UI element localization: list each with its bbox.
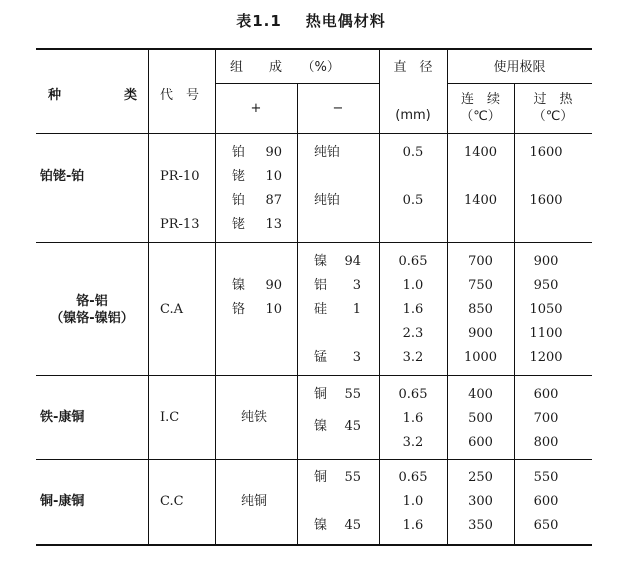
minus-text: 纯铂 [314,193,341,208]
minus-value: 1 [352,302,361,317]
minus-value: 45 [344,518,361,533]
overheat-value: 1200 [529,350,563,365]
diameter-value: 0.65 [398,470,428,485]
continuous-value: 600 [468,435,493,450]
minus-element: 镍 [314,254,328,269]
plus-text: 纯铁 [241,410,268,425]
diameter-value: 0.65 [398,387,428,402]
kind-cu-constantan: 铜-康铜 [40,494,85,509]
plus-text: 纯铜 [241,494,268,509]
minus-text: 纯铂 [314,145,341,160]
diameter-value: 1.6 [402,518,424,533]
group-rule-3 [36,459,592,460]
minus-element: 铜 [314,387,328,402]
plus-element: 铂 [232,145,246,160]
header-kind-a: 种 [48,88,62,103]
plus-value: 90 [265,145,282,160]
header-kind-b: 类 [124,88,138,103]
header-overheat: 过 热 [533,92,573,107]
continuous-value: 750 [468,278,493,293]
header-code: 代 号 [160,88,200,103]
plus-value: 87 [265,193,282,208]
overheat-value: 600 [533,494,559,509]
minus-element: 镍 [314,518,328,533]
diameter-value: 1.6 [402,302,424,317]
minus-element: 锰 [314,350,328,365]
overheat-value: 1100 [529,326,563,341]
header-continuous-unit: （℃） [460,109,501,124]
plus-value: 90 [265,278,282,293]
continuous-value: 500 [468,411,493,426]
plus-element: 铬 [232,302,246,317]
header-composition: 组 成 （%） [230,60,340,75]
kind-pt-rh: 铂铑-铂 [40,169,85,184]
header-overheat-unit: （℃） [532,109,574,124]
overheat-value: 1600 [529,145,563,160]
minus-value: 55 [344,387,361,402]
diameter-value: 1.0 [402,278,424,293]
minus-element: 镍 [314,419,328,434]
continuous-value: 700 [468,254,493,269]
continuous-value: 900 [468,326,493,341]
minus-element: 硅 [314,302,328,317]
continuous-value: 1000 [463,350,498,365]
overheat-value: 600 [533,387,559,402]
minus-value: 3 [352,350,361,365]
code-ic: I.C [160,410,180,425]
minus-element: 铝 [314,278,328,293]
header-continuous: 连 续 [460,92,500,107]
continuous-value: 1400 [463,145,498,160]
kind-cr-al: 铬-铝 [76,294,108,309]
code-cc: C.C [160,494,184,509]
code-pr10: PR-10 [160,169,200,184]
kind-cr-al-sub: （镍铬-镍铝） [50,311,134,326]
table-caption: 热电偶材料 [305,12,386,30]
header-limit: 使用极限 [493,60,546,75]
code-ca: C.A [160,302,184,317]
header-diameter-unit: (mm) [395,108,431,123]
continuous-value: 250 [468,470,493,485]
continuous-value: 300 [468,494,493,509]
plus-element: 铂 [232,193,246,208]
overheat-value: 950 [533,278,559,293]
diameter-value: 3.2 [402,435,424,450]
plus-element: 铑 [232,169,246,184]
continuous-value: 400 [468,387,493,402]
overheat-value: 650 [533,518,559,533]
col-line-1 [148,50,149,544]
minus-element: 铜 [314,470,328,485]
diameter-value: 0.5 [402,145,424,160]
bottom-rule [36,544,592,546]
table-number: 表1.1 [236,12,282,30]
header-minus: − [332,101,344,116]
top-rule [36,48,592,50]
continuous-value: 850 [468,302,493,317]
minus-value: 55 [344,470,361,485]
diameter-value: 1.6 [402,411,424,426]
overheat-value: 550 [533,470,559,485]
header-bottom-rule [36,133,592,134]
diameter-value: 0.65 [398,254,428,269]
header-diameter: 直 径 [393,60,433,75]
plus-element: 铑 [232,217,246,232]
table-title [0,10,622,31]
overheat-value: 900 [533,254,559,269]
diameter-value: 0.5 [402,193,424,208]
minus-value: 45 [344,419,361,434]
group-rule-1 [36,242,592,243]
plus-element: 镍 [232,278,246,293]
overheat-value: 1600 [529,193,563,208]
overheat-value: 1050 [529,302,563,317]
diameter-value: 2.3 [402,326,424,341]
continuous-value: 1400 [463,193,498,208]
col-line-3 [297,84,298,544]
plus-value: 10 [265,302,282,317]
overheat-value: 800 [533,435,559,450]
plus-value: 13 [265,217,282,232]
header-plus: + [250,101,262,116]
group-rule-2 [36,375,592,376]
header-sub-rule-right [447,83,592,84]
diameter-value: 3.2 [402,350,424,365]
plus-value: 10 [265,169,282,184]
diameter-value: 1.0 [402,494,424,509]
continuous-value: 350 [468,518,493,533]
kind-fe-constantan: 铁-康铜 [40,410,85,425]
col-line-2 [215,50,216,544]
minus-value: 3 [352,278,361,293]
minus-value: 94 [344,254,361,269]
overheat-value: 700 [533,411,559,426]
code-pr13: PR-13 [160,217,200,232]
